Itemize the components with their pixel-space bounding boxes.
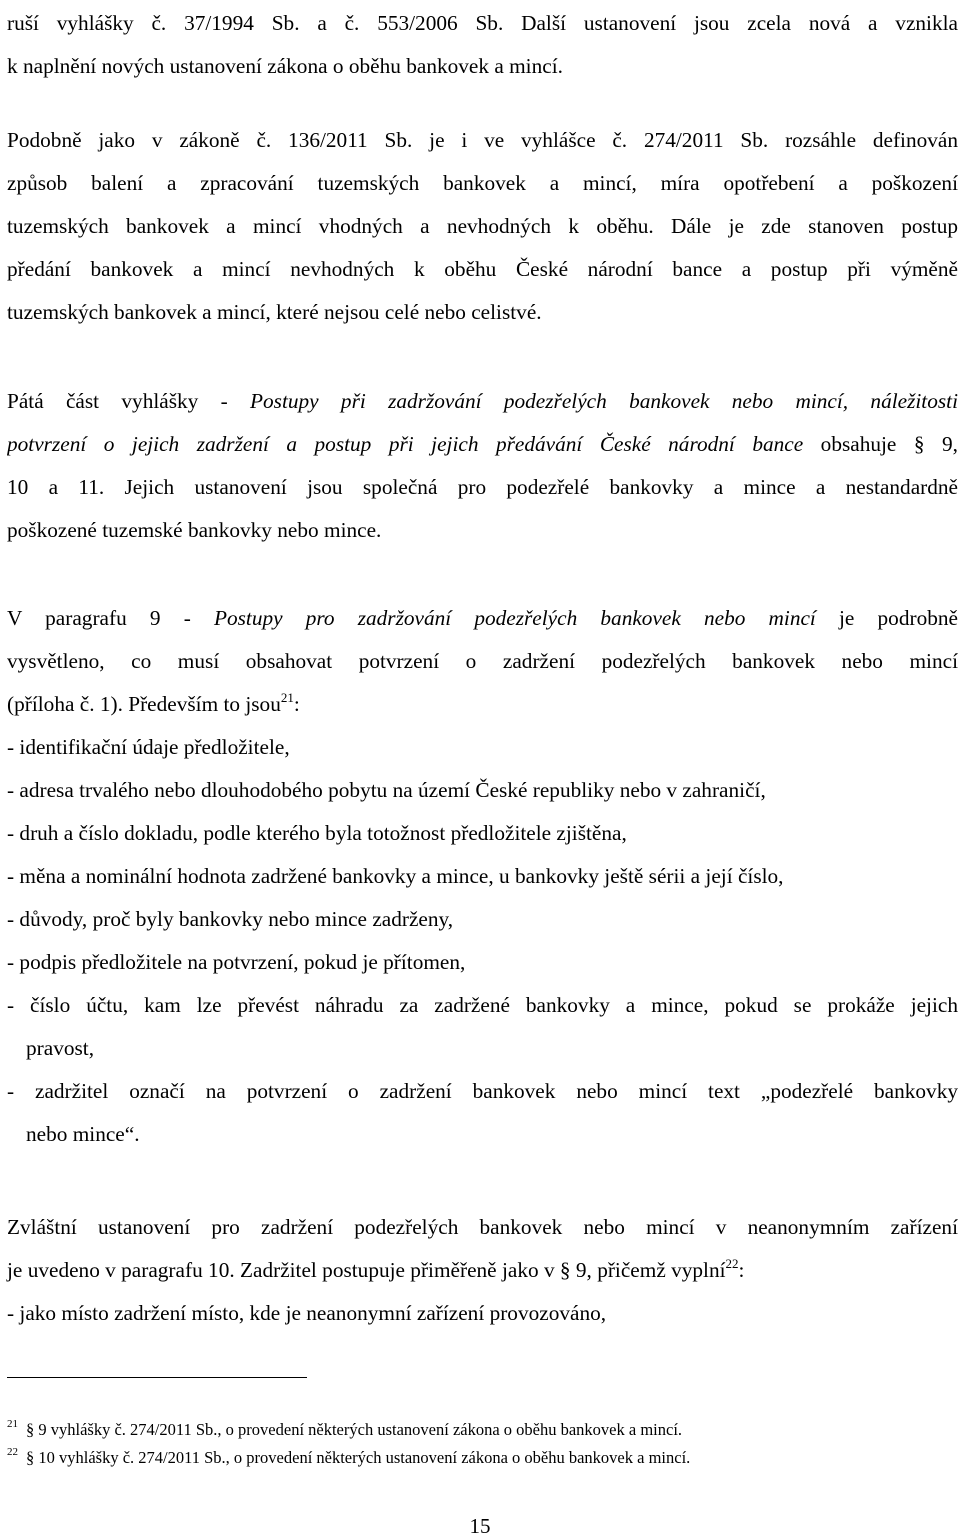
footnote-ref[interactable]: 22: [725, 1256, 739, 1271]
text-line: Podobně jako v zákoně č. 136/2011 Sb. je i ve vyhlášce č. 274/2011 Sb. rozsáhle definován: [7, 128, 958, 152]
list-item: - jako místo zadržení místo, kde je neanonymní zařízení provozováno,: [7, 1301, 607, 1325]
paragraph-definitions: [7, 119, 958, 334]
text-line: vysvětleno, co musí obsahovat potvrzení o zadržení podezřelých bankovek nebo mincí: [7, 649, 958, 673]
text-italic: Postupy pro zadržování podezřelých bankovek nebo mincí: [213, 606, 816, 630]
list-item-continuation: nebo mince“.: [26, 1122, 140, 1146]
text-plain: je podrobně: [815, 606, 958, 630]
text-plain: Pátá část vyhlášky -: [7, 389, 250, 413]
footnote: [7, 1441, 907, 1469]
text-line: [7, 683, 958, 726]
footnote: [7, 1413, 907, 1441]
footnote-separator: [7, 1377, 307, 1378]
text-line: Zvláštní ustanovení pro zadržení podezřelých bankovek nebo mincí v neanonymním zařízení: [7, 1215, 958, 1239]
paragraph-intro: [7, 2, 958, 88]
list-item-continuation: pravost,: [26, 1036, 95, 1060]
text-line: poškozené tuzemské bankovky nebo mince.: [7, 518, 382, 542]
paragraph-part-five: [7, 380, 958, 552]
text-italic: Postupy při zadržování podezřelých bankovek nebo mincí, náležitosti: [250, 389, 958, 413]
list-item: - důvody, proč byly bankovky nebo mince zadrženy,: [7, 907, 454, 931]
text-line: předání bankovek a mincí nevhodných k oběhu České národní bance a postup při výměně: [7, 257, 958, 281]
footnotes: [7, 1413, 907, 1469]
paragraph-section-10: [7, 1206, 958, 1335]
list-item: - adresa trvalého nebo dlouhodobého pobytu na území České republiky nebo v zahraničí,: [7, 778, 766, 802]
text-plain: obsahuje § 9,: [803, 432, 958, 456]
footnote-ref[interactable]: 21: [280, 690, 294, 705]
text-line: [7, 380, 958, 423]
text-line: tuzemských bankovek a mincí, které nejsou celé nebo celistvé.: [7, 300, 542, 324]
text-plain: je uvedeno v paragrafu 10. Zadržitel postupuje přiměřeně jako v § 9, přičemž vyplní: [7, 1258, 726, 1282]
page-number: 15: [469, 1514, 491, 1538]
text-line: [7, 597, 958, 640]
list-item: - měna a nominální hodnota zadržené bankovky a mince, u bankovky ještě sérii a její číslo,: [7, 864, 784, 888]
footnote-text: § 9 vyhlášky č. 274/2011 Sb., o provedení některých ustanovení zákona o oběhu bankovek a mincí.: [26, 1420, 683, 1439]
list-item: - podpis předložitele na potvrzení, pokud je přítomen,: [7, 950, 466, 974]
text-line: 10 a 11. Jejich ustanovení jsou společná pro podezřelé bankovky a mince a nestandardně: [7, 475, 958, 499]
text-line: způsob balení a zpracování tuzemských bankovek a mincí, míra opotřebení a poškození: [7, 171, 958, 195]
footnote-number: 22: [7, 1446, 18, 1458]
text-plain: :: [738, 1258, 745, 1282]
list-item: - zadržitel označí na potvrzení o zadržení bankovek nebo mincí text „podezřelé bankovky: [7, 1079, 958, 1103]
footnote-number: 21: [7, 1418, 18, 1430]
text-line: [7, 423, 958, 466]
list-item: - druh a číslo dokladu, podle kterého byla totožnost předložitele zjištěna,: [7, 821, 627, 845]
text-italic: potvrzení o jejich zadržení a postup při jejich předávání České národní bance: [7, 432, 804, 456]
footnote-text: § 10 vyhlášky č. 274/2011 Sb., o provedení některých ustanovení zákona o oběhu bankovek a mincí.: [26, 1448, 691, 1467]
text-line: ruší vyhlášky č. 37/1994 Sb. a č. 553/2006 Sb. Další ustanovení jsou zcela nová a vznikla: [7, 11, 958, 35]
text-plain: :: [293, 692, 300, 716]
text-plain: V paragrafu 9 -: [7, 606, 214, 630]
list-item: - číslo účtu, kam lze převést náhradu za zadržené bankovky a mince, pokud se prokáže jejich: [7, 993, 958, 1017]
paragraph-section-9: [7, 597, 958, 1156]
text-line: k naplnění nových ustanovení zákona o oběhu bankovek a mincí.: [7, 54, 563, 78]
list-item: - identifikační údaje předložitele,: [7, 735, 290, 759]
text-plain: (příloha č. 1). Především to jsou: [7, 692, 281, 716]
text-line: tuzemských bankovek a mincí vhodných a nevhodných k oběhu. Dále je zde stanoven postup: [7, 214, 958, 238]
text-line: [7, 1249, 958, 1292]
